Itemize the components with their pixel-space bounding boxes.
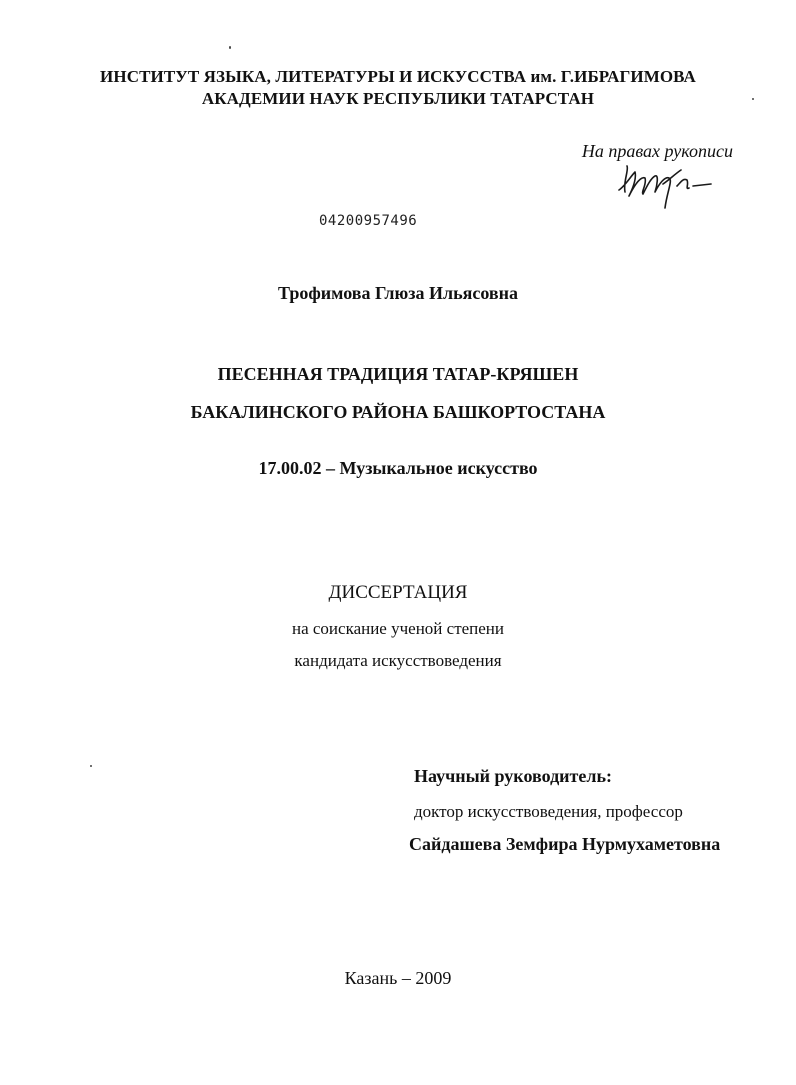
institute-line-2: АКАДЕМИИ НАУК РЕСПУБЛИКИ ТАТАРСТАН <box>201 89 595 108</box>
institute-header <box>0 66 796 110</box>
scan-speck <box>229 46 231 49</box>
advisor-title: доктор искусствоведения, профессор <box>414 802 683 821</box>
dissertation-heading: ДИССЕРТАЦИЯ <box>328 582 468 603</box>
advisor-name: Сайдашева Земфира Нурмухаметовна <box>409 834 721 854</box>
handwritten-signature <box>615 162 715 214</box>
specialty-code: 17.00.02 – Музыкальное искусство <box>258 458 538 478</box>
title-line-1: ПЕСЕННАЯ ТРАДИЦИЯ ТАТАР-КРЯШЕН <box>217 364 579 384</box>
manuscript-rights-note: На правах рукописи <box>581 141 733 161</box>
degree-line-2: кандидата искусствоведения <box>294 651 502 670</box>
scan-speck <box>90 765 92 767</box>
author-name: Трофимова Глюза Ильясовна <box>278 283 518 303</box>
advisor-heading: Научный руководитель: <box>414 766 612 786</box>
title-line-2: БАКАЛИНСКОГО РАЙОНА БАШКОРТОСТАНА <box>190 402 606 422</box>
document-number: 04200957496 <box>319 213 418 229</box>
city-year: Казань – 2009 <box>344 968 452 988</box>
degree-line-1: на соискание ученой степени <box>291 619 505 638</box>
dissertation-title <box>0 355 796 431</box>
institute-line-1: ИНСТИТУТ ЯЗЫКА, ЛИТЕРАТУРЫ И ИСКУССТВА им. Г.ИБРАГИМОВА <box>100 67 696 86</box>
